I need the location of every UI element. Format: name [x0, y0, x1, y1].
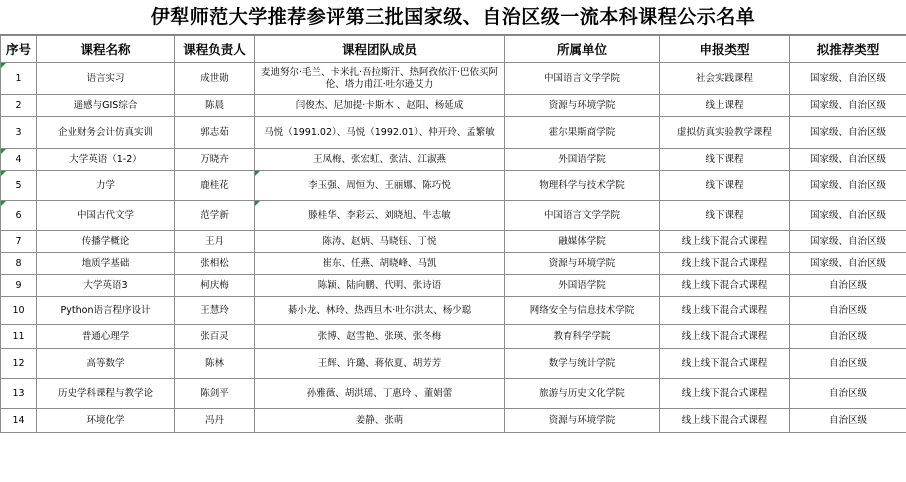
cell-course[interactable]: 力学	[37, 171, 175, 201]
cell-unit[interactable]: 资源与环境学院	[505, 253, 660, 275]
cell-apply-type[interactable]: 社会实践课程	[660, 63, 790, 95]
header-apply-type[interactable]: 申报类型	[660, 36, 790, 63]
cell-apply-type[interactable]: 线上线下混合式课程	[660, 409, 790, 433]
cell-unit[interactable]: 物理科学与技术学院	[505, 171, 660, 201]
table-row	[1, 63, 906, 95]
cell-recommend-type[interactable]: 国家级、自治区级	[790, 231, 906, 253]
cell-unit[interactable]: 外国语学院	[505, 275, 660, 297]
cell-apply-type[interactable]: 线下课程	[660, 149, 790, 171]
cell-no[interactable]: 7	[1, 231, 37, 253]
cell-recommend-type[interactable]: 国家级、自治区级	[790, 253, 906, 275]
cell-lead[interactable]: 郭志茹	[175, 117, 255, 149]
cell-recommend-type[interactable]: 国家级、自治区级	[790, 63, 906, 95]
cell-apply-type[interactable]: 线上线下混合式课程	[660, 349, 790, 379]
cell-recommend-type[interactable]: 自治区级	[790, 325, 906, 349]
cell-course[interactable]: 传播学概论	[37, 231, 175, 253]
table-row	[1, 275, 906, 297]
cell-apply-type[interactable]: 线上线下混合式课程	[660, 275, 790, 297]
cell-course[interactable]: 大学英语（1-2）	[37, 149, 175, 171]
cell-lead[interactable]: 柯庆梅	[175, 275, 255, 297]
cell-team[interactable]: 綦小龙、林玲、热西旦木·吐尔洪太、杨少聪	[255, 297, 505, 325]
cell-course[interactable]: 普通心理学	[37, 325, 175, 349]
cell-no[interactable]: 1	[1, 63, 37, 95]
cell-recommend-type[interactable]: 自治区级	[790, 275, 906, 297]
header-unit[interactable]: 所属单位	[505, 36, 660, 63]
table-row	[1, 297, 906, 325]
cell-unit[interactable]: 霍尔果斯商学院	[505, 117, 660, 149]
cell-unit[interactable]: 网络安全与信息技术学院	[505, 297, 660, 325]
cell-no[interactable]: 3	[1, 117, 37, 149]
cell-course[interactable]: 高等数学	[37, 349, 175, 379]
table-row	[1, 379, 906, 409]
table-row	[1, 117, 906, 149]
cell-recommend-type[interactable]: 国家级、自治区级	[790, 201, 906, 231]
header-recommend-type[interactable]: 拟推荐类型	[790, 36, 906, 63]
cell-course[interactable]: 历史学科课程与教学论	[37, 379, 175, 409]
cell-team[interactable]: 滕桂华、李彩云、刘晓旭、牛志敏	[255, 201, 505, 231]
cell-apply-type[interactable]: 线上线下混合式课程	[660, 297, 790, 325]
course-table	[0, 35, 906, 433]
cell-apply-type[interactable]: 线上线下混合式课程	[660, 325, 790, 349]
cell-course[interactable]: 大学英语3	[37, 275, 175, 297]
table-row	[1, 253, 906, 275]
table-row	[1, 231, 906, 253]
header-row	[1, 36, 906, 63]
cell-course[interactable]: 环境化学	[37, 409, 175, 433]
cell-team[interactable]: 闫俊杰、尼加提·卡斯木 、赵阳、杨延成	[255, 95, 505, 117]
cell-unit[interactable]: 中国语言文学学院	[505, 201, 660, 231]
cell-unit[interactable]: 融媒体学院	[505, 231, 660, 253]
cell-lead[interactable]: 成世勋	[175, 63, 255, 95]
cell-team[interactable]: 陈颖、陆向鹏、代明、张诗语	[255, 275, 505, 297]
cell-course[interactable]: 地质学基础	[37, 253, 175, 275]
cell-recommend-type[interactable]: 国家级、自治区级	[790, 149, 906, 171]
cell-unit[interactable]: 教育科学学院	[505, 325, 660, 349]
cell-recommend-type[interactable]: 国家级、自治区级	[790, 117, 906, 149]
cell-lead[interactable]: 冯丹	[175, 409, 255, 433]
cell-lead[interactable]: 陈林	[175, 349, 255, 379]
cell-no[interactable]: 9	[1, 275, 37, 297]
cell-team[interactable]: 孙雅薇、胡洪瑶、丁惠玲 、董娟蕾	[255, 379, 505, 409]
cell-recommend-type[interactable]: 国家级、自治区级	[790, 171, 906, 201]
table-row	[1, 201, 906, 231]
cell-course[interactable]: 语言实习	[37, 63, 175, 95]
cell-no[interactable]: 12	[1, 349, 37, 379]
cell-recommend-type[interactable]: 自治区级	[790, 349, 906, 379]
cell-no[interactable]: 2	[1, 95, 37, 117]
cell-unit[interactable]: 资源与环境学院	[505, 95, 660, 117]
cell-unit[interactable]: 中国语言文学学院	[505, 63, 660, 95]
cell-apply-type[interactable]: 线上课程	[660, 95, 790, 117]
header-no[interactable]: 序号	[1, 36, 37, 63]
cell-lead[interactable]: 鹿桂花	[175, 171, 255, 201]
table-row	[1, 149, 906, 171]
cell-team[interactable]: 马悦（1991.02）、马悦（1992.01）、仲开玲、孟繁敏	[255, 117, 505, 149]
cell-lead[interactable]: 张百灵	[175, 325, 255, 349]
cell-team[interactable]: 王凤梅、张宏虹、张洁、江淑燕	[255, 149, 505, 171]
cell-no[interactable]: 5	[1, 171, 37, 201]
cell-no[interactable]: 4	[1, 149, 37, 171]
cell-course[interactable]: 企业财务会计仿真实训	[37, 117, 175, 149]
cell-course[interactable]: 遥感与GIS综合	[37, 95, 175, 117]
cell-lead[interactable]: 范学新	[175, 201, 255, 231]
cell-unit[interactable]: 外国语学院	[505, 149, 660, 171]
cell-lead[interactable]: 王慧玲	[175, 297, 255, 325]
cell-apply-type[interactable]: 线下课程	[660, 171, 790, 201]
table-row	[1, 349, 906, 379]
cell-lead[interactable]: 王月	[175, 231, 255, 253]
cell-team[interactable]: 张博、赵雪艳、张瑛、张冬梅	[255, 325, 505, 349]
cell-lead[interactable]: 张相松	[175, 253, 255, 275]
cell-lead[interactable]: 陈剑平	[175, 379, 255, 409]
table-row	[1, 325, 906, 349]
cell-team[interactable]: 崔东、任燕、胡晓峰、马凯	[255, 253, 505, 275]
header-course[interactable]: 课程名称	[37, 36, 175, 63]
cell-unit[interactable]: 旅游与历史文化学院	[505, 379, 660, 409]
table-body	[1, 63, 906, 433]
cell-no[interactable]: 10	[1, 297, 37, 325]
header-team[interactable]: 课程团队成员	[255, 36, 505, 63]
cell-recommend-type[interactable]: 自治区级	[790, 409, 906, 433]
cell-apply-type[interactable]: 线下课程	[660, 201, 790, 231]
cell-apply-type[interactable]: 线上线下混合式课程	[660, 379, 790, 409]
cell-lead[interactable]: 万晓卉	[175, 149, 255, 171]
cell-team[interactable]: 陈涛、赵炳、马晓钰、丁悦	[255, 231, 505, 253]
cell-course[interactable]: Python语言程序设计	[37, 297, 175, 325]
cell-team[interactable]: 李玉强、周恒为、王丽娜、陈巧悦	[255, 171, 505, 201]
cell-no[interactable]: 14	[1, 409, 37, 433]
cell-recommend-type[interactable]: 自治区级	[790, 297, 906, 325]
cell-no[interactable]: 6	[1, 201, 37, 231]
cell-no[interactable]: 13	[1, 379, 37, 409]
cell-unit[interactable]: 数学与统计学院	[505, 349, 660, 379]
cell-unit[interactable]: 资源与环境学院	[505, 409, 660, 433]
sheet-title: 伊犁师范大学推荐参评第三批国家级、自治区级一流本科课程公示名单	[0, 0, 906, 35]
cell-no[interactable]: 11	[1, 325, 37, 349]
cell-lead[interactable]: 陈晨	[175, 95, 255, 117]
cell-apply-type[interactable]: 线上线下混合式课程	[660, 253, 790, 275]
cell-recommend-type[interactable]: 自治区级	[790, 379, 906, 409]
cell-team[interactable]: 王辉、许璐、蒋依夏、胡芳芳	[255, 349, 505, 379]
table-row	[1, 171, 906, 201]
table-row	[1, 409, 906, 433]
table-row	[1, 95, 906, 117]
cell-team[interactable]: 麦迪努尔·毛兰、卡米扎·吾拉斯汗、热阿孜依汗·巴依买阿伦、塔力甫江·吐尔逊艾力	[255, 63, 505, 95]
cell-recommend-type[interactable]: 国家级、自治区级	[790, 95, 906, 117]
cell-team[interactable]: 姜静、张萌	[255, 409, 505, 433]
cell-no[interactable]: 8	[1, 253, 37, 275]
header-lead[interactable]: 课程负责人	[175, 36, 255, 63]
cell-apply-type[interactable]: 线上线下混合式课程	[660, 231, 790, 253]
cell-course[interactable]: 中国古代文学	[37, 201, 175, 231]
cell-apply-type[interactable]: 虚拟仿真实验教学课程	[660, 117, 790, 149]
